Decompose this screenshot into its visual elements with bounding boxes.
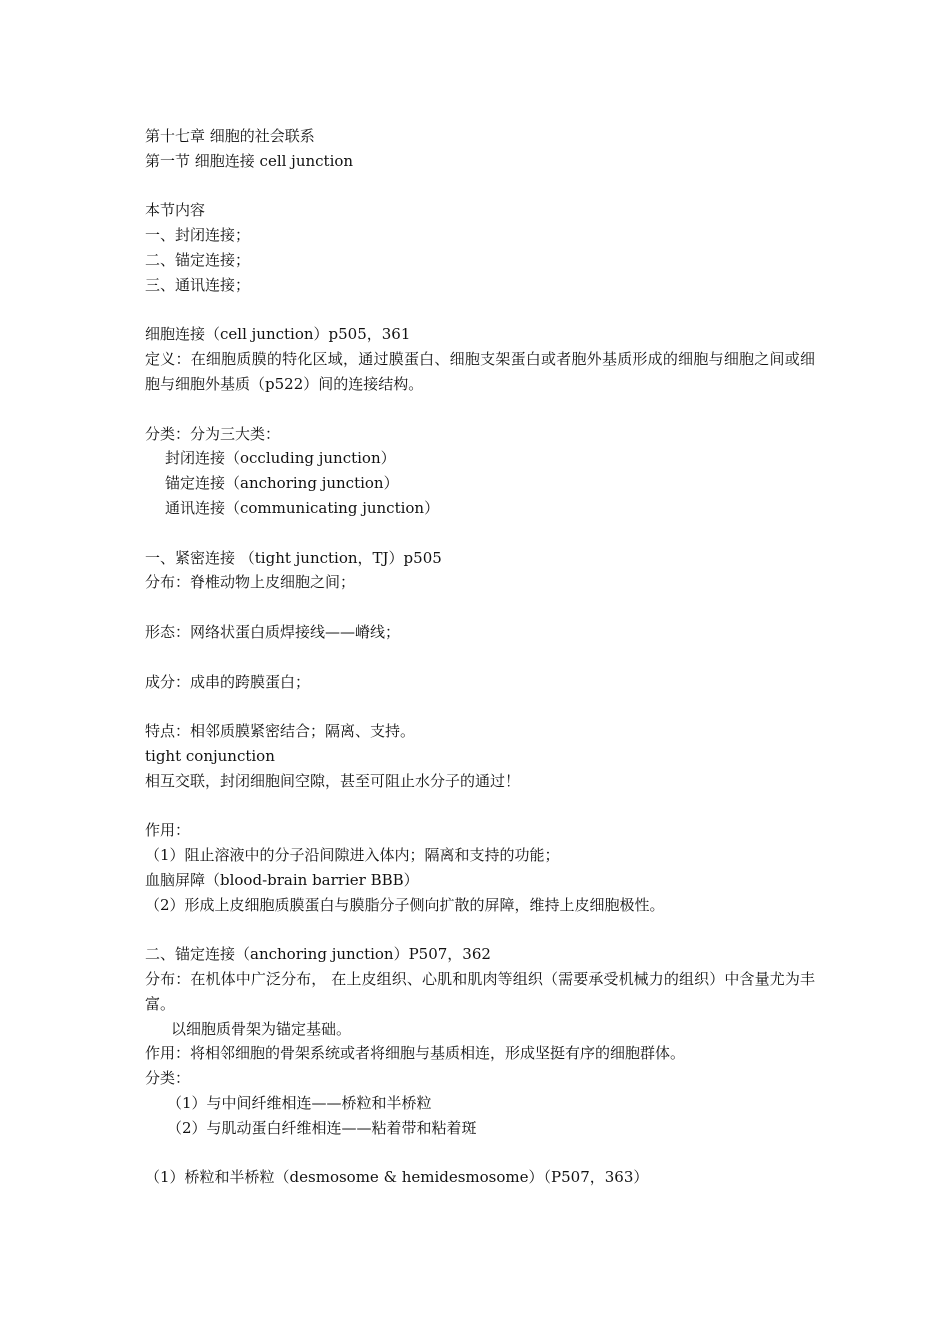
anchoring-junction-class-heading: 分类： [145,1069,191,1088]
tight-junction-english-term: tight conjunction [145,746,275,765]
anchoring-junction-class-item: （2）与肌动蛋白纤维相连——粘着带和粘着斑 [167,1118,477,1137]
blank-line [145,918,815,943]
document-page [145,124,815,1190]
anchoring-junction-distribution: 分布：在机体中广泛分布， 在上皮组织、心肌和肌肉等组织（需要承受机械力的组织）中含量尤为丰富。 [145,970,815,1013]
blank-line [145,645,815,670]
classification-heading: 分类：分为三大类： [145,424,281,443]
blank-line [145,521,815,546]
tight-junction-morphology: 形态：网络状蛋白质焊接线——嵴线； [145,622,401,641]
blank-line [145,794,815,819]
chapter-title: 第十七章 细胞的社会联系 [145,127,315,145]
classification-item: 锚定连接（anchoring junction） [165,474,399,493]
cell-junction-definition: 定义：在细胞质膜的特化区域，通过膜蛋白、细胞支架蛋白或者胞外基质形成的细胞与细胞之间或细胞与细胞外基质（p522）间的连接结构。 [145,350,815,393]
blood-brain-barrier: 血脑屏障（blood-brain barrier BBB） [145,870,419,889]
blank-line [145,694,815,719]
blank-line [145,595,815,620]
contents-item: 一、封闭连接； [145,226,251,245]
tight-junction-function-heading: 作用： [145,821,191,840]
cell-junction-heading: 细胞连接（cell junction）p505，361 [145,325,411,344]
desmosome-heading: （1）桥粒和半桥粒（desmosome & hemidesmosome）（P507，363） [145,1168,649,1187]
contents-item: 三、通讯连接； [145,275,251,294]
tight-junction-heading: 一、紧密连接 （tight junction，TJ）p505 [145,548,442,567]
tight-junction-feature: 特点：相邻质膜紧密结合；隔离、支持。 [145,722,416,741]
blank-line [145,298,815,323]
classification-item: 封闭连接（occluding junction） [165,449,396,468]
classification-item: 通讯连接（communicating junction） [165,498,440,517]
tight-junction-function-2: （2）形成上皮细胞质膜蛋白与膜脂分子侧向扩散的屏障，维持上皮细胞极性。 [145,895,665,914]
anchoring-junction-class-item: （1）与中间纤维相连——桥粒和半桥粒 [167,1094,432,1113]
anchoring-junction-basis: 以细胞质骨架为锚定基础。 [171,1019,352,1038]
blank-line [145,174,815,199]
tight-junction-function-1: （1）阻止溶液中的分子沿间隙进入体内；隔离和支持的功能； [145,846,560,865]
blank-line [145,1141,815,1166]
anchoring-junction-heading: 二、锚定连接（anchoring junction）P507，362 [145,945,491,964]
section-title: 第一节 细胞连接 cell junction [145,151,354,170]
blank-line [145,397,815,422]
tight-junction-distribution: 分布：脊椎动物上皮细胞之间； [145,573,356,592]
contents-item: 二、锚定连接； [145,250,251,269]
contents-heading: 本节内容 [145,201,206,220]
tight-junction-feature-detail: 相互交联，封闭细胞间空隙，甚至可阻止水分子的通过！ [145,771,521,790]
tight-junction-composition: 成分：成串的跨膜蛋白； [145,672,311,691]
anchoring-junction-function: 作用：将相邻细胞的骨架系统或者将细胞与基质相连，形成坚挺有序的细胞群体。 [145,1044,686,1063]
